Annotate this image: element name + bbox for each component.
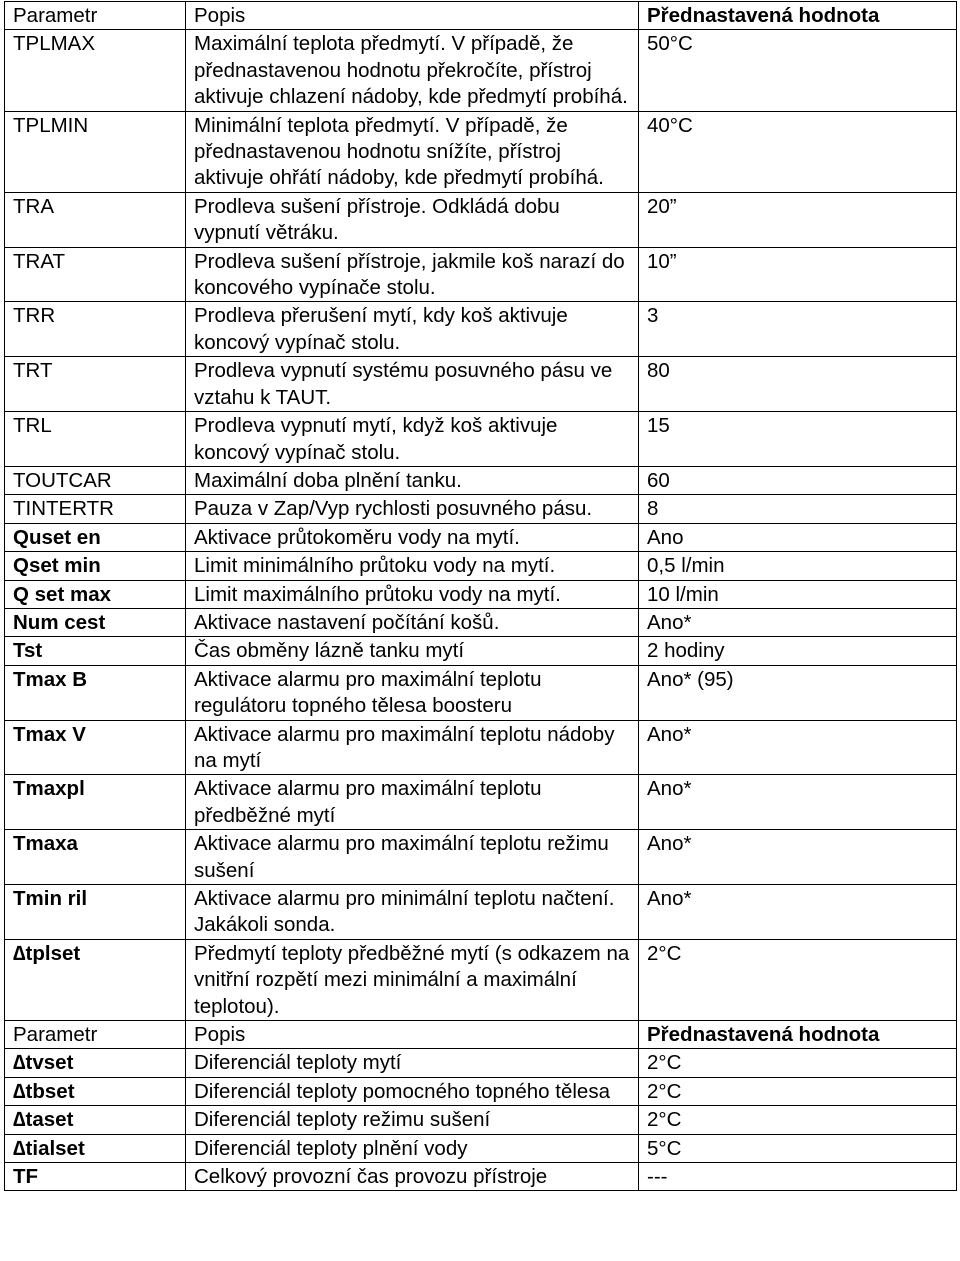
- default-value-cell: 0,5 l/min: [639, 552, 957, 580]
- table-row: [5, 30, 957, 111]
- param-cell: TF: [5, 1163, 186, 1191]
- table-row: [5, 111, 957, 192]
- param-cell: TRT: [5, 357, 186, 412]
- default-value-cell: 8: [639, 495, 957, 523]
- description-cell: Pauza v Zap/Vyp rychlosti posuvného pásu.: [186, 495, 639, 523]
- param-cell: Quset en: [5, 523, 186, 551]
- parameter-table-body: [5, 2, 957, 1191]
- param-cell: Tmin ril: [5, 885, 186, 940]
- header-description-cell: Popis: [186, 2, 639, 30]
- table-row: [5, 523, 957, 551]
- table-row: [5, 247, 957, 302]
- default-value-cell: 15: [639, 412, 957, 467]
- description-cell: Aktivace alarmu pro maximální teplotu regulátoru topného tělesa boosteru: [186, 665, 639, 720]
- description-cell: Limit maximálního průtoku vody na mytí.: [186, 580, 639, 608]
- table-row: [5, 1077, 957, 1105]
- description-cell: Aktivace alarmu pro maximální teplotu předběžné mytí: [186, 775, 639, 830]
- default-value-cell: 60: [639, 466, 957, 494]
- default-value-cell: 10 l/min: [639, 580, 957, 608]
- default-value-cell: 5°C: [639, 1134, 957, 1162]
- header-description-cell: Popis: [186, 1021, 639, 1049]
- description-cell: Čas obměny lázně tanku mytí: [186, 637, 639, 665]
- description-cell: Maximální teplota předmytí. V případě, že přednastavenou hodnotu překročíte, přístroj aktivuje chlazení nádoby, kde předmytí probíhá.: [186, 30, 639, 111]
- description-cell: Limit minimálního průtoku vody na mytí.: [186, 552, 639, 580]
- description-cell: Aktivace nastavení počítání košů.: [186, 608, 639, 636]
- description-cell: Prodleva sušení přístroje, jakmile koš narazí do koncového vypínače stolu.: [186, 247, 639, 302]
- table-row: [5, 1106, 957, 1134]
- default-value-cell: Ano*: [639, 720, 957, 775]
- description-cell: Prodleva vypnutí systému posuvného pásu ve vztahu k TAUT.: [186, 357, 639, 412]
- param-cell: TRL: [5, 412, 186, 467]
- table-row: [5, 1134, 957, 1162]
- description-cell: Diferenciál teploty režimu sušení: [186, 1106, 639, 1134]
- table-row: [5, 1049, 957, 1077]
- header-default-value-cell: Přednastavená hodnota: [639, 2, 957, 30]
- param-cell: ∆tbset: [5, 1077, 186, 1105]
- param-cell: TINTERTR: [5, 495, 186, 523]
- table-row: [5, 637, 957, 665]
- description-cell: Celkový provozní čas provozu přístroje: [186, 1163, 639, 1191]
- table-row: [5, 608, 957, 636]
- default-value-cell: 80: [639, 357, 957, 412]
- param-cell: TPLMAX: [5, 30, 186, 111]
- param-cell: Num cest: [5, 608, 186, 636]
- table-row: [5, 665, 957, 720]
- default-value-cell: 40°C: [639, 111, 957, 192]
- param-cell: TOUTCAR: [5, 466, 186, 494]
- default-value-cell: 20”: [639, 192, 957, 247]
- table-row: [5, 357, 957, 412]
- param-cell: ∆tvset: [5, 1049, 186, 1077]
- param-cell: Tmax B: [5, 665, 186, 720]
- param-cell: ∆taset: [5, 1106, 186, 1134]
- description-cell: Aktivace alarmu pro maximální teplotu nádoby na mytí: [186, 720, 639, 775]
- table-row: [5, 495, 957, 523]
- param-cell: ∆tplset: [5, 939, 186, 1020]
- param-cell: Tmax V: [5, 720, 186, 775]
- table-row: [5, 580, 957, 608]
- table-row: [5, 720, 957, 775]
- header-param-cell: Parametr: [5, 2, 186, 30]
- description-cell: Diferenciál teploty mytí: [186, 1049, 639, 1077]
- table-row: [5, 412, 957, 467]
- description-cell: Aktivace alarmu pro maximální teplotu režimu sušení: [186, 830, 639, 885]
- default-value-cell: 50°C: [639, 30, 957, 111]
- default-value-cell: 2°C: [639, 939, 957, 1020]
- default-value-cell: 10”: [639, 247, 957, 302]
- param-cell: ∆tialset: [5, 1134, 186, 1162]
- default-value-cell: Ano*: [639, 775, 957, 830]
- param-cell: TRA: [5, 192, 186, 247]
- description-cell: Předmytí teploty předběžné mytí (s odkazem na vnitřní rozpětí mezi minimální a maximální teplotou).: [186, 939, 639, 1020]
- table-row: [5, 1163, 957, 1191]
- description-cell: Prodleva přerušení mytí, kdy koš aktivuje koncový vypínač stolu.: [186, 302, 639, 357]
- header-param-cell: Parametr: [5, 1021, 186, 1049]
- table-row: [5, 830, 957, 885]
- table-row: [5, 192, 957, 247]
- param-cell: Tmaxpl: [5, 775, 186, 830]
- description-cell: Prodleva vypnutí mytí, když koš aktivuje koncový vypínač stolu.: [186, 412, 639, 467]
- parameter-table: [4, 1, 957, 1191]
- table-row: [5, 552, 957, 580]
- default-value-cell: ---: [639, 1163, 957, 1191]
- description-cell: Minimální teplota předmytí. V případě, že přednastavenou hodnotu snížíte, přístroj aktivuje ohřátí nádoby, kde předmytí probíhá.: [186, 111, 639, 192]
- default-value-cell: Ano*: [639, 608, 957, 636]
- description-cell: Prodleva sušení přístroje. Odkládá dobu vypnutí větráku.: [186, 192, 639, 247]
- table-row: [5, 466, 957, 494]
- default-value-cell: Ano* (95): [639, 665, 957, 720]
- param-cell: Tst: [5, 637, 186, 665]
- param-cell: Tmaxa: [5, 830, 186, 885]
- param-cell: TRAT: [5, 247, 186, 302]
- default-value-cell: Ano: [639, 523, 957, 551]
- description-cell: Diferenciál teploty pomocného topného tělesa: [186, 1077, 639, 1105]
- param-cell: Q set max: [5, 580, 186, 608]
- table-row: [5, 939, 957, 1020]
- default-value-cell: Ano*: [639, 830, 957, 885]
- table-row: [5, 302, 957, 357]
- table-row: [5, 775, 957, 830]
- param-cell: TRR: [5, 302, 186, 357]
- table-header-row: [5, 2, 957, 30]
- description-cell: Diferenciál teploty plnění vody: [186, 1134, 639, 1162]
- table-row: [5, 885, 957, 940]
- default-value-cell: 2 hodiny: [639, 637, 957, 665]
- param-cell: Qset min: [5, 552, 186, 580]
- table-header-row: [5, 1021, 957, 1049]
- default-value-cell: 2°C: [639, 1049, 957, 1077]
- header-default-value-cell: Přednastavená hodnota: [639, 1021, 957, 1049]
- description-cell: Aktivace alarmu pro minimální teplotu načtení. Jakákoli sonda.: [186, 885, 639, 940]
- default-value-cell: Ano*: [639, 885, 957, 940]
- description-cell: Maximální doba plnění tanku.: [186, 466, 639, 494]
- default-value-cell: 3: [639, 302, 957, 357]
- default-value-cell: 2°C: [639, 1106, 957, 1134]
- description-cell: Aktivace průtokoměru vody na mytí.: [186, 523, 639, 551]
- default-value-cell: 2°C: [639, 1077, 957, 1105]
- param-cell: TPLMIN: [5, 111, 186, 192]
